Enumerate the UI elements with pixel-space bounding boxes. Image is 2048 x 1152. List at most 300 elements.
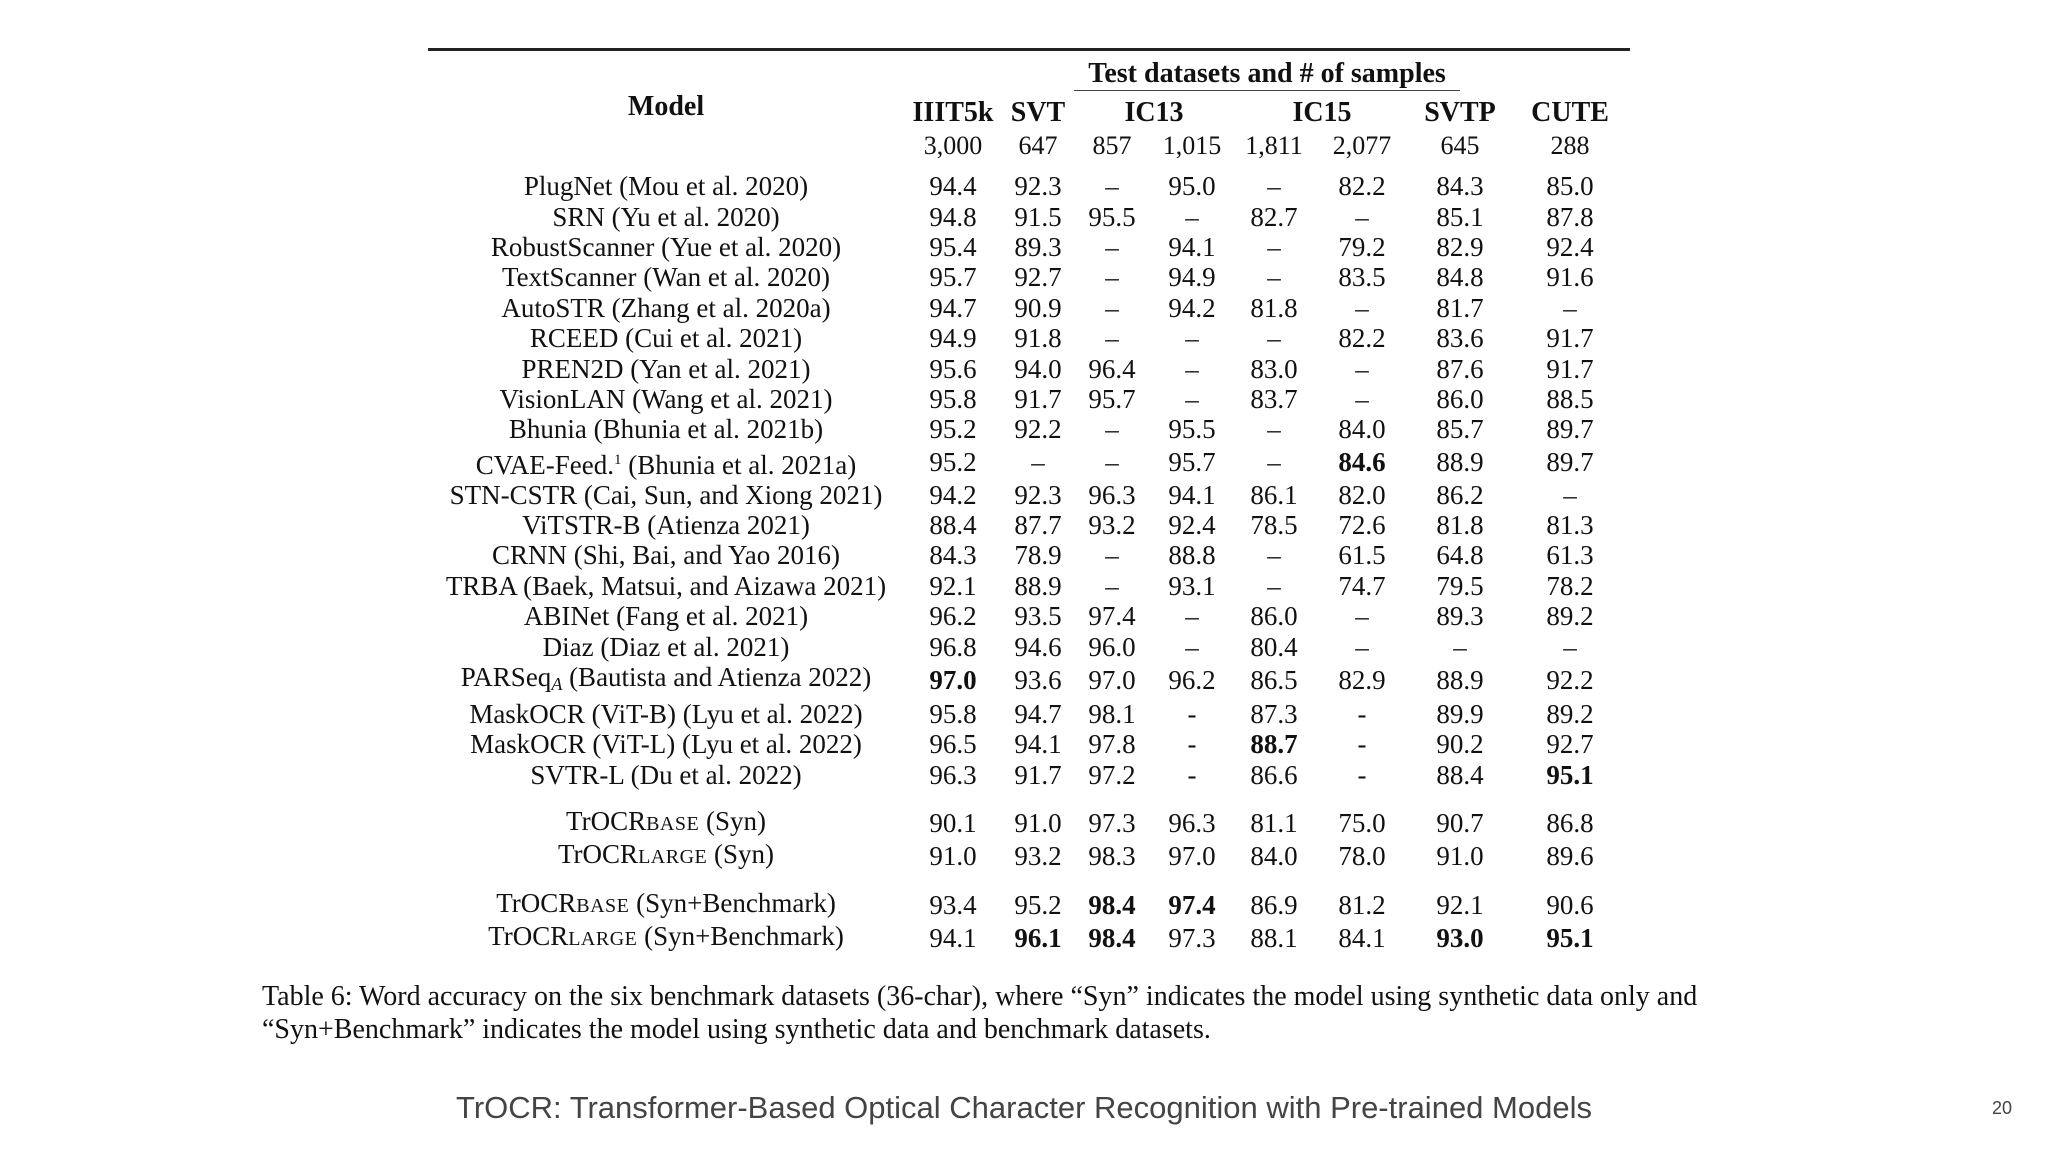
sample-count-svtp: 645 (1440, 131, 1480, 160)
table-row (428, 798, 1630, 839)
score-cell: – (1105, 171, 1119, 202)
table-row (428, 699, 1630, 729)
score-cell: – (1267, 447, 1281, 478)
score-cell: 81.3 (1546, 510, 1594, 541)
score-cell: 94.9 (1168, 262, 1216, 293)
score-cell: 95.1 (1546, 759, 1594, 790)
sample-count-iiit5k: 3,000 (923, 131, 983, 160)
sample-count-svt: 647 (1018, 131, 1058, 160)
score-cell: 89.7 (1546, 447, 1594, 478)
score-cell: – (1563, 479, 1577, 510)
score-cell: 98.1 (1088, 699, 1136, 730)
score-cell: 95.8 (929, 699, 977, 730)
score-cell: 88.9 (1014, 570, 1062, 601)
model-name: TrOCR (558, 839, 639, 870)
model-name: CRNN (Shi, Bai, and Yao 2016) (491, 540, 841, 571)
model-name-cell (428, 760, 904, 798)
table-row (428, 232, 1630, 262)
score-cell: - (1187, 699, 1197, 730)
score-cell: 81.8 (1250, 292, 1298, 323)
model-name: PREN2D (Yan et al. 2021) (521, 353, 811, 384)
score-cell: 89.7 (1546, 414, 1594, 445)
score-cell: 84.0 (1338, 414, 1386, 445)
score-cell: 89.2 (1546, 699, 1594, 730)
score-cell: 96.3 (1088, 479, 1136, 510)
score-cell: 96.2 (1168, 665, 1216, 696)
score-cell: 91.8 (1014, 323, 1062, 354)
dataset-header-iiit5k: IIIT5k (912, 97, 994, 128)
model-name-cell (428, 921, 904, 962)
model-name-cell (428, 798, 904, 839)
score-cell: 91.5 (1014, 201, 1062, 232)
score-cell: – (1105, 231, 1119, 262)
score-cell: 97.3 (1168, 922, 1216, 953)
score-cell: 92.1 (929, 570, 977, 601)
score-cell: 91.0 (929, 840, 977, 871)
score-cell: – (1105, 323, 1119, 354)
table-row (428, 414, 1630, 444)
score-cell: – (1355, 383, 1369, 414)
model-name: RCEED (Cui et al. 2021) (529, 323, 803, 354)
score-cell: 92.7 (1014, 262, 1062, 293)
score-cell: 86.1 (1250, 479, 1298, 510)
score-cell: – (1267, 414, 1281, 445)
score-cell: 95.1 (1546, 922, 1594, 953)
sample-count-ic15-1811: 1,811 (1245, 131, 1303, 160)
score-cell: 87.7 (1014, 510, 1062, 541)
trocr-syn-benchmark-section (428, 880, 1630, 962)
score-cell: 90.6 (1546, 889, 1594, 920)
model-citation: (Syn) (699, 806, 766, 837)
score-cell: 91.0 (1014, 807, 1062, 838)
score-cell: 94.1 (1168, 479, 1216, 510)
score-cell: 92.1 (1436, 889, 1484, 920)
score-cell: 81.8 (1436, 510, 1484, 541)
score-cell: 91.7 (1546, 353, 1594, 384)
score-cell: – (1185, 601, 1199, 632)
score-cell: 92.7 (1546, 729, 1594, 760)
test-datasets-header (904, 50, 1630, 98)
score-cell: 94.1 (929, 922, 977, 953)
score-cell: 86.6 (1250, 759, 1298, 790)
score-cell: 94.7 (929, 292, 977, 323)
score-cell: - (1357, 699, 1367, 730)
model-name-cell (428, 662, 904, 699)
score-cell: 64.8 (1436, 540, 1484, 571)
score-cell: 88.9 (1436, 665, 1484, 696)
score-cell: 97.0 (929, 665, 977, 696)
score-cell: 84.1 (1338, 922, 1386, 953)
model-name-cell (428, 353, 904, 383)
score-cell: 78.0 (1338, 840, 1386, 871)
sample-count-ic13-1015: 1,015 (1162, 131, 1222, 160)
model-name-cell (428, 414, 904, 444)
slide-footer-title: TrOCR: Transformer-Based Optical Character Recognition with Pre-trained Models (456, 1090, 1592, 1125)
score-cell: 95.2 (1014, 889, 1062, 920)
score-cell: - (1187, 759, 1197, 790)
model-size-subscript: LARGE (638, 846, 708, 869)
model-subscript: A (551, 673, 563, 694)
model-name-cell (428, 480, 904, 510)
score-cell: 97.8 (1088, 729, 1136, 760)
score-cell: 61.5 (1338, 540, 1386, 571)
score-cell: 95.5 (1168, 414, 1216, 445)
score-cell: 98.4 (1088, 889, 1136, 920)
score-cell: 90.9 (1014, 292, 1062, 323)
table-row (428, 921, 1630, 962)
dataset-header-ic13: IC13 (1124, 97, 1184, 128)
model-name: PARSeq (460, 661, 552, 692)
score-cell: 78.9 (1014, 540, 1062, 571)
score-cell: 87.6 (1436, 353, 1484, 384)
score-cell: 92.3 (1014, 171, 1062, 202)
score-cell: 94.8 (929, 201, 977, 232)
model-name: MaskOCR (ViT-B) (Lyu et al. 2022) (469, 699, 863, 730)
page-number: 20 (1992, 1098, 2013, 1118)
trocr-syn-section (428, 798, 1630, 880)
score-cell: 82.0 (1338, 479, 1386, 510)
score-cell: 94.1 (1014, 729, 1062, 760)
model-name-cell (428, 293, 904, 323)
score-cell: 96.4 (1088, 353, 1136, 384)
score-cell: 95.4 (929, 231, 977, 262)
score-cell: – (1267, 262, 1281, 293)
score-cell: 91.0 (1436, 840, 1484, 871)
model-name: MaskOCR (ViT-L) (Lyu et al. 2022) (470, 729, 862, 760)
score-cell: 96.1 (1014, 922, 1062, 953)
score-cell: – (1355, 601, 1369, 632)
score-cell: 96.2 (929, 601, 977, 632)
table-row (428, 662, 1630, 699)
table-caption: Table 6: Word accuracy on the six benchmark datasets (36-char), where “Syn” indicates the model using synthetic data only and “Syn+Benchmark” indicates the model using synthetic data and benchmark datasets. (262, 981, 1698, 1045)
score-cell: 83.7 (1250, 383, 1298, 414)
score-cell: – (1267, 570, 1281, 601)
score-cell: – (1267, 231, 1281, 262)
baseline-results-section (428, 163, 1630, 798)
model-name: TRBA (Baek, Matsui, and Aizawa 2021) (445, 570, 887, 601)
score-cell: 72.6 (1338, 510, 1386, 541)
score-cell: 79.5 (1436, 570, 1484, 601)
score-cell: 90.1 (929, 807, 977, 838)
model-name-cell (428, 201, 904, 231)
score-cell: 93.2 (1088, 510, 1136, 541)
score-cell: 95.0 (1168, 171, 1216, 202)
score-cell: – (1105, 292, 1119, 323)
model-name: TrOCR (496, 888, 577, 919)
score-cell: 94.2 (1168, 292, 1216, 323)
score-cell: 87.8 (1546, 201, 1594, 232)
score-cell: 96.5 (929, 729, 977, 760)
model-name-cell (428, 601, 904, 631)
model-name: SRN (Yu et al. 2020) (552, 201, 780, 232)
score-cell: – (1105, 570, 1119, 601)
score-cell: – (1267, 171, 1281, 202)
model-name: STN-CSTR (Cai, Sun, and Xiong 2021) (449, 479, 883, 510)
score-cell: 92.2 (1546, 665, 1594, 696)
model-name-cell (428, 323, 904, 353)
score-cell: – (1355, 631, 1369, 662)
score-cell: 86.0 (1250, 601, 1298, 632)
model-citation: (Syn+Benchmark) (637, 921, 844, 952)
results-table (428, 48, 1630, 962)
model-column-header: Model (428, 50, 904, 164)
model-name-cell (428, 699, 904, 729)
score-cell: 89.9 (1436, 699, 1484, 730)
score-cell: 92.2 (1014, 414, 1062, 445)
score-cell: 75.0 (1338, 807, 1386, 838)
table-row (428, 353, 1630, 383)
score-cell: 88.4 (1436, 759, 1484, 790)
score-cell: 88.5 (1546, 383, 1594, 414)
score-cell: – (1355, 201, 1369, 232)
score-cell: 93.4 (929, 889, 977, 920)
score-cell: - (1357, 759, 1367, 790)
score-cell: 84.3 (929, 540, 977, 571)
model-name: ABINet (Fang et al. 2021) (523, 601, 809, 632)
model-name: TextScanner (Wan et al. 2020) (501, 262, 831, 293)
dataset-header-ic15: IC15 (1292, 97, 1352, 128)
dataset-header-svt: SVT (1010, 97, 1066, 128)
score-cell: 87.3 (1250, 699, 1298, 730)
model-name-cell (428, 384, 904, 414)
score-cell: 88.4 (929, 510, 977, 541)
model-name: TrOCR (566, 806, 647, 837)
score-cell: 86.8 (1546, 807, 1594, 838)
model-name-cell (428, 839, 904, 880)
results-table-container (428, 48, 1630, 962)
score-cell: 94.2 (929, 479, 977, 510)
score-cell: 84.3 (1436, 171, 1484, 202)
model-name-cell (428, 262, 904, 292)
table-row (428, 510, 1630, 540)
score-cell: – (1267, 540, 1281, 571)
model-name: ViTSTR-B (Atienza 2021) (522, 510, 810, 541)
score-cell: – (1105, 447, 1119, 478)
model-citation: (Syn+Benchmark) (629, 888, 836, 919)
score-cell: 93.5 (1014, 601, 1062, 632)
score-cell: – (1105, 540, 1119, 571)
score-cell: 80.4 (1250, 631, 1298, 662)
model-name-cell (428, 445, 904, 480)
model-name-cell (428, 729, 904, 759)
score-cell: 95.7 (1088, 383, 1136, 414)
score-cell: 95.7 (1168, 447, 1216, 478)
table-row (428, 729, 1630, 759)
score-cell: 74.7 (1338, 570, 1386, 601)
score-cell: 86.5 (1250, 665, 1298, 696)
score-cell: – (1185, 323, 1199, 354)
table-row (428, 293, 1630, 323)
score-cell: 95.2 (929, 414, 977, 445)
score-cell: 96.3 (1168, 807, 1216, 838)
score-cell: – (1563, 292, 1577, 323)
score-cell: 88.9 (1436, 447, 1484, 478)
table-row (428, 480, 1630, 510)
model-name: PlugNet (Mou et al. 2020) (523, 171, 809, 202)
score-cell: 92.3 (1014, 479, 1062, 510)
score-cell: 95.8 (929, 383, 977, 414)
model-size-subscript: BASE (646, 813, 700, 836)
score-cell: 86.0 (1436, 383, 1484, 414)
score-cell: 92.4 (1168, 510, 1216, 541)
score-cell: 83.5 (1338, 262, 1386, 293)
score-cell: 83.0 (1250, 353, 1298, 384)
score-cell: 97.4 (1088, 601, 1136, 632)
score-cell: 78.5 (1250, 510, 1298, 541)
score-cell: 90.2 (1436, 729, 1484, 760)
score-cell: 95.5 (1088, 201, 1136, 232)
score-cell: 94.4 (929, 171, 977, 202)
table-row (428, 880, 1630, 921)
score-cell: 81.1 (1250, 807, 1298, 838)
score-cell: 84.8 (1436, 262, 1484, 293)
score-cell: 89.6 (1546, 840, 1594, 871)
score-cell: 84.0 (1250, 840, 1298, 871)
table-row (428, 163, 1630, 201)
model-name-cell (428, 571, 904, 601)
model-citation: (Syn) (707, 839, 774, 870)
table-row (428, 571, 1630, 601)
model-name: CVAE-Feed. (475, 449, 615, 480)
score-cell: – (1563, 631, 1577, 662)
score-cell: 93.2 (1014, 840, 1062, 871)
table-row (428, 323, 1630, 353)
score-cell: – (1185, 383, 1199, 414)
model-name: Bhunia (Bhunia et al. 2021b) (508, 414, 824, 445)
score-cell: 92.4 (1546, 231, 1594, 262)
score-cell: 85.0 (1546, 171, 1594, 202)
table-row (428, 384, 1630, 414)
model-size-subscript: BASE (576, 895, 630, 918)
score-cell: 86.2 (1436, 479, 1484, 510)
score-cell: 82.2 (1338, 323, 1386, 354)
table-row (428, 760, 1630, 798)
score-cell: 97.2 (1088, 759, 1136, 790)
sample-count-cute: 288 (1550, 131, 1590, 160)
score-cell: 82.9 (1436, 231, 1484, 262)
score-cell: 94.6 (1014, 631, 1062, 662)
score-cell: 95.6 (929, 353, 977, 384)
score-cell: – (1105, 262, 1119, 293)
sample-count-ic13-857: 857 (1092, 131, 1132, 160)
score-cell: 97.0 (1088, 665, 1136, 696)
table-row (428, 201, 1630, 231)
score-cell: 98.4 (1088, 922, 1136, 953)
score-cell: 97.0 (1168, 840, 1216, 871)
score-cell: 78.2 (1546, 570, 1594, 601)
model-name-cell (428, 163, 904, 201)
score-cell: 94.9 (929, 323, 977, 354)
model-size-subscript: LARGE (568, 928, 638, 951)
score-cell: – (1185, 201, 1199, 232)
score-cell: 98.3 (1088, 840, 1136, 871)
score-cell: 90.7 (1436, 807, 1484, 838)
score-cell: 85.7 (1436, 414, 1484, 445)
score-cell: – (1185, 353, 1199, 384)
table-row (428, 262, 1630, 292)
score-cell: 97.3 (1088, 807, 1136, 838)
score-cell: 89.3 (1436, 601, 1484, 632)
score-cell: 83.6 (1436, 323, 1484, 354)
score-cell: 96.3 (929, 759, 977, 790)
score-cell: 97.4 (1168, 889, 1216, 920)
model-name-cell (428, 880, 904, 921)
table-row (428, 540, 1630, 570)
score-cell: 86.9 (1250, 889, 1298, 920)
score-cell: - (1187, 729, 1197, 760)
model-name: VisionLAN (Wang et al. 2021) (499, 383, 833, 414)
score-cell: 91.6 (1546, 262, 1594, 293)
dataset-header-cute: CUTE (1531, 97, 1609, 128)
score-cell: 95.7 (929, 262, 977, 293)
score-cell: 89.3 (1014, 231, 1062, 262)
score-cell: 94.0 (1014, 353, 1062, 384)
score-cell: 61.3 (1546, 540, 1594, 571)
table-row (428, 601, 1630, 631)
score-cell: 84.6 (1338, 447, 1386, 478)
test-datasets-header-text: Test datasets and # of samples (1074, 58, 1460, 91)
sample-count-ic15-2077: 2,077 (1332, 131, 1392, 160)
table-row (428, 839, 1630, 880)
model-name: RobustScanner (Yue et al. 2020) (490, 231, 842, 262)
model-name: Diaz (Diaz et al. 2021) (542, 631, 790, 662)
score-cell: 81.7 (1436, 292, 1484, 323)
model-citation: (Bautista and Atienza 2022) (562, 661, 872, 692)
score-cell: 93.1 (1168, 570, 1216, 601)
score-cell: 94.7 (1014, 699, 1062, 730)
score-cell: - (1357, 729, 1367, 760)
score-cell: – (1453, 631, 1467, 662)
score-cell: 82.2 (1338, 171, 1386, 202)
table-row (428, 631, 1630, 661)
score-cell: 88.7 (1250, 729, 1298, 760)
footnote-marker: 1 (614, 451, 622, 468)
score-cell: 96.8 (929, 631, 977, 662)
score-cell: – (1031, 447, 1045, 478)
model-name: TrOCR (488, 921, 569, 952)
score-cell: 93.0 (1436, 922, 1484, 953)
score-cell: 88.8 (1168, 540, 1216, 571)
score-cell: 79.2 (1338, 231, 1386, 262)
score-cell: 93.6 (1014, 665, 1062, 696)
model-name-cell (428, 631, 904, 661)
dataset-header-svtp: SVTP (1424, 97, 1496, 128)
model-name: SVTR-L (Du et al. 2022) (530, 759, 802, 790)
table-row (428, 445, 1630, 480)
model-name-cell (428, 510, 904, 540)
score-cell: – (1355, 292, 1369, 323)
score-cell: 91.7 (1014, 759, 1062, 790)
model-name: AutoSTR (Zhang et al. 2020a) (501, 292, 831, 323)
score-cell: 91.7 (1546, 323, 1594, 354)
score-cell: 89.2 (1546, 601, 1594, 632)
score-cell: 91.7 (1014, 383, 1062, 414)
score-cell: – (1105, 414, 1119, 445)
score-cell: 81.2 (1338, 889, 1386, 920)
model-name-cell (428, 540, 904, 570)
score-cell: 82.7 (1250, 201, 1298, 232)
score-cell: – (1185, 631, 1199, 662)
score-cell: – (1355, 353, 1369, 384)
score-cell: 85.1 (1436, 201, 1484, 232)
score-cell: 95.2 (929, 447, 977, 478)
model-name-cell (428, 232, 904, 262)
score-cell: 96.0 (1088, 631, 1136, 662)
model-citation: (Bhunia et al. 2021a) (621, 449, 857, 480)
score-cell: 82.9 (1338, 665, 1386, 696)
score-cell: 94.1 (1168, 231, 1216, 262)
score-cell: 88.1 (1250, 922, 1298, 953)
